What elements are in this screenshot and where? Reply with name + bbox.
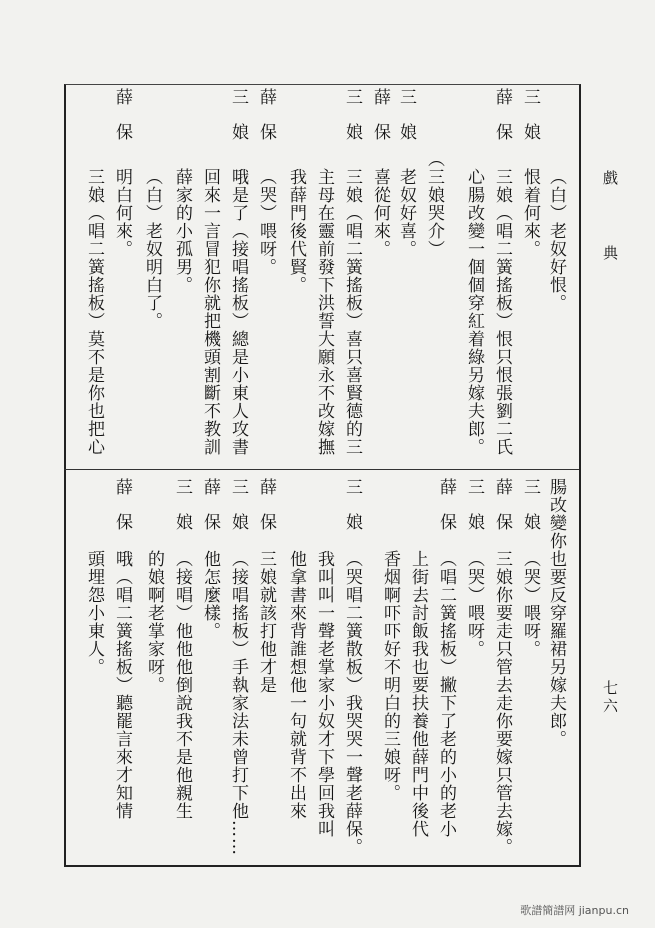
speaker-label: 薛保 — [492, 88, 512, 158]
dialogue-line: 三娘（唱二簧搖板）喜只喜賢德的三 — [342, 168, 362, 456]
dialogue-line: 頭埋怨小東人。 — [84, 550, 104, 676]
dialogue-line: 明白何來。 — [112, 168, 132, 258]
dialogue-line: 上街去討飯我也要扶養他薛門中後代 — [408, 550, 428, 838]
speaker-label: 薛保 — [436, 478, 456, 548]
page-number: 七六 — [601, 680, 619, 716]
speaker-label: 薛保 — [200, 478, 220, 548]
dialogue-line: （接唱）他他他倒說我不是他親生 — [172, 550, 192, 820]
speaker-label: 薛保 — [256, 478, 276, 548]
dialogue-line: 他怎麼樣。 — [200, 550, 220, 640]
dialogue-line: 腸改變你也要反穿羅裙另嫁夫郎。 — [546, 478, 566, 748]
speaker-label: 三娘 — [342, 88, 362, 158]
dialogue-line: 我薛門後代賢。 — [286, 168, 306, 294]
speaker-label: 三娘 — [520, 478, 540, 548]
dialogue-line: （白）老奴好恨。 — [546, 168, 566, 312]
speaker-label: 三娘 — [228, 478, 248, 548]
dialogue-line: 香烟啊吓吓好不明白的三娘呀。 — [380, 550, 400, 802]
dialogue-line: 主母在靈前發下洪誓大願永不改嫁撫 — [314, 168, 334, 456]
header-book-title: 戲 — [601, 170, 619, 188]
dialogue-line: 薛家的小孤男。 — [172, 168, 192, 294]
dialogue-line: 回來一言冒犯你就把機頭割斷不教訓 — [200, 168, 220, 456]
dialogue-line: 三娘你要走只管去走你要嫁只管去嫁。 — [492, 550, 512, 856]
dialogue-line: 喜從何來。 — [370, 168, 390, 258]
dialogue-line: （哭）喂呀。 — [256, 168, 276, 276]
speaker-label: 三娘 — [396, 88, 416, 158]
dialogue-line: 恨着何來。 — [520, 168, 540, 258]
dialogue-line: 老奴好喜。 — [396, 168, 416, 258]
dialogue-line: 的娘啊老掌家呀。 — [144, 550, 164, 694]
dialogue-line: （哭）喂呀。 — [464, 550, 484, 658]
dialogue-line: （唱二簧搖板）撇下了老的小的老小 — [436, 550, 456, 838]
dialogue-line: 他拿書來背誰想他一句就背不出來 — [286, 550, 306, 820]
dialogue-line: 我叫叫一聲老掌家小奴才下學回我叫 — [314, 550, 334, 838]
dialogue-line: 心腸改變一個個穿紅着綠另嫁夫郎。 — [464, 168, 484, 456]
dialogue-line: 三娘（唱二簧搖板）莫不是你也把心 — [84, 168, 104, 456]
middle-divider-rule — [64, 469, 579, 470]
speaker-label: 薛保 — [256, 88, 276, 158]
dialogue-line: 三娘（唱二簧搖板）恨只恨張劉二氏 — [492, 168, 512, 456]
dialogue-line: 哦（唱二簧搖板）聽罷言來才知情 — [112, 550, 132, 820]
header-section: 典 — [601, 245, 619, 263]
dialogue-line: （白）老奴明白了。 — [142, 168, 162, 330]
dialogue-line: 哦是了（接唱搖板）總是小東人攻書 — [228, 168, 248, 456]
speaker-label: 三娘 — [464, 478, 484, 548]
speaker-label: 三娘 — [342, 478, 362, 548]
speaker-label: 三娘 — [228, 88, 248, 158]
speaker-label: 三娘 — [172, 478, 192, 548]
dialogue-line: （哭唱二簧散板）我哭哭一聲老薛保。 — [342, 550, 362, 856]
dialogue-line: （哭）喂呀。 — [520, 550, 540, 658]
speaker-label: 薛保 — [492, 478, 512, 548]
watermark: 歌譜簡譜网 jianpu.cn — [520, 904, 629, 917]
speaker-label: 薛保 — [112, 88, 132, 158]
speaker-label: 薛保 — [112, 478, 132, 548]
speaker-label: 薛保 — [370, 88, 390, 158]
dialogue-line: 三娘就該打他才是 — [256, 550, 276, 694]
dialogue-line: （接唱搖板）手執家法未曾打下他…… — [228, 550, 248, 856]
stage-direction: （三娘哭介） — [424, 150, 444, 258]
speaker-label: 三娘 — [520, 88, 540, 158]
